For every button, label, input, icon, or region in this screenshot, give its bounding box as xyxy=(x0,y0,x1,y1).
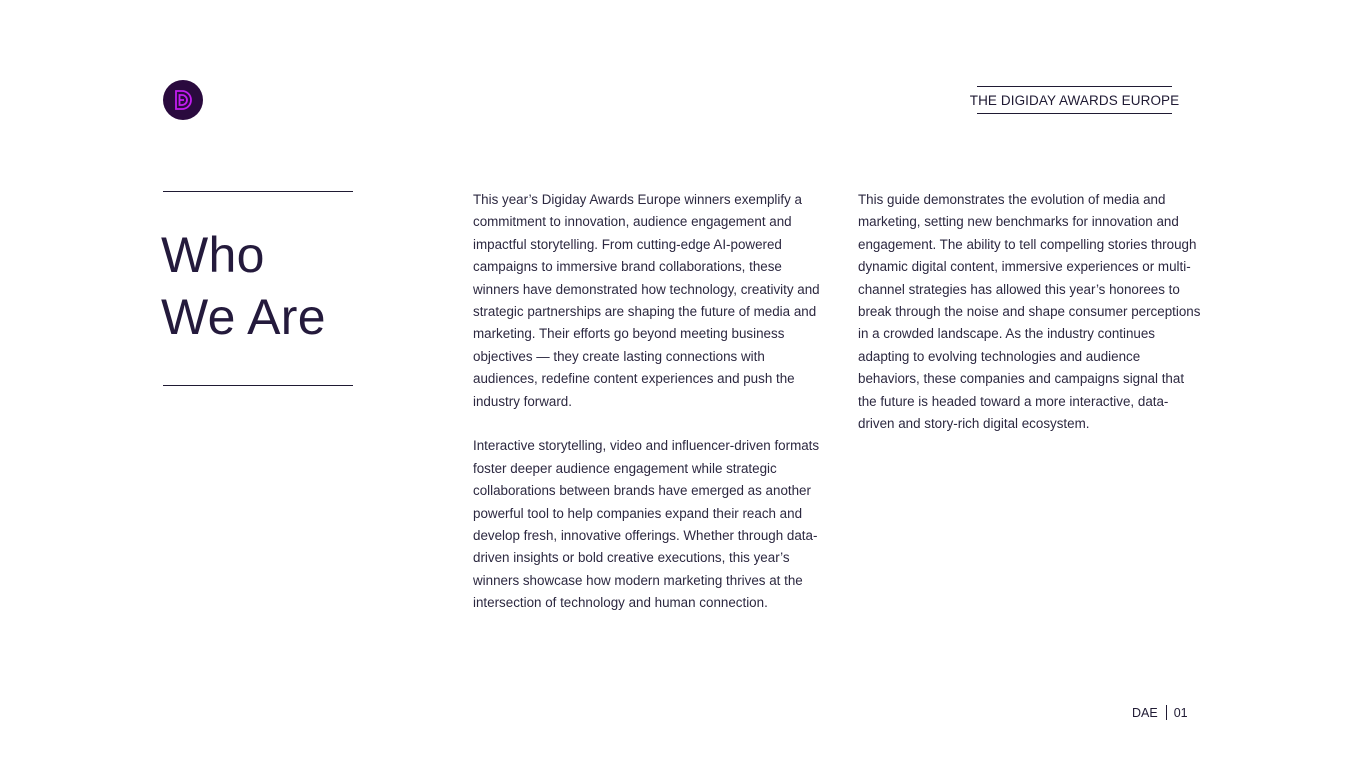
footer-divider xyxy=(1166,705,1167,720)
body-paragraph: This year’s Digiday Awards Europe winners exemplify a commitment to innovation, audience engagement and impactful storytelling. From cutting-edge AI-powered campaigns to immersive brand collaborations, these winners have demonstrated how technology, creativity and strategic partnerships are shaping the future of media and marketing. Their efforts go beyond meeting business objectives — they create lasting connections with audiences, redefine content experiences and push the industry forward. xyxy=(473,192,820,409)
page-footer xyxy=(1132,705,1188,720)
page-title-line-1: Who xyxy=(161,227,265,283)
page-number: 01 xyxy=(1173,705,1188,720)
body-paragraph: This guide demonstrates the evolution of media and marketing, setting new benchmarks for innovation and engagement. The ability to tell compelling stories through dynamic digital content, immersive experiences or multi-channel strategies has allowed this year’s honorees to break through the noise and shape consumer perceptions in a crowded landscape. As the industry continues adapting to evolving technologies and audience behaviors, these companies and campaigns signal that the future is headed toward a more interactive, data-driven and story-rich digital ecosystem. xyxy=(858,192,1201,432)
title-top-rule xyxy=(163,191,353,192)
footer-abbreviation: DAE xyxy=(1132,705,1158,720)
digiday-logo xyxy=(163,80,203,120)
body-column-right xyxy=(858,189,1203,458)
body-paragraph: Interactive storytelling, video and influencer-driven formats foster deeper audience engagement while strategic collaborations between brands have emerged as another powerful tool to help companies expand their reach and develop fresh, innovative offerings. Whether through data-driven insights or bold creative executions, this year’s winners showcase how modern marketing thrives at the intersection of technology and human connection. xyxy=(473,438,820,611)
digiday-d-logo-icon xyxy=(171,88,195,112)
publication-title: THE DIGIDAY AWARDS EUROPE xyxy=(969,92,1180,108)
page-title xyxy=(161,224,326,348)
header-label-box xyxy=(969,86,1180,114)
title-bottom-rule xyxy=(163,385,353,386)
page-title-line-2: We Are xyxy=(161,289,326,345)
body-column-left xyxy=(473,189,831,637)
